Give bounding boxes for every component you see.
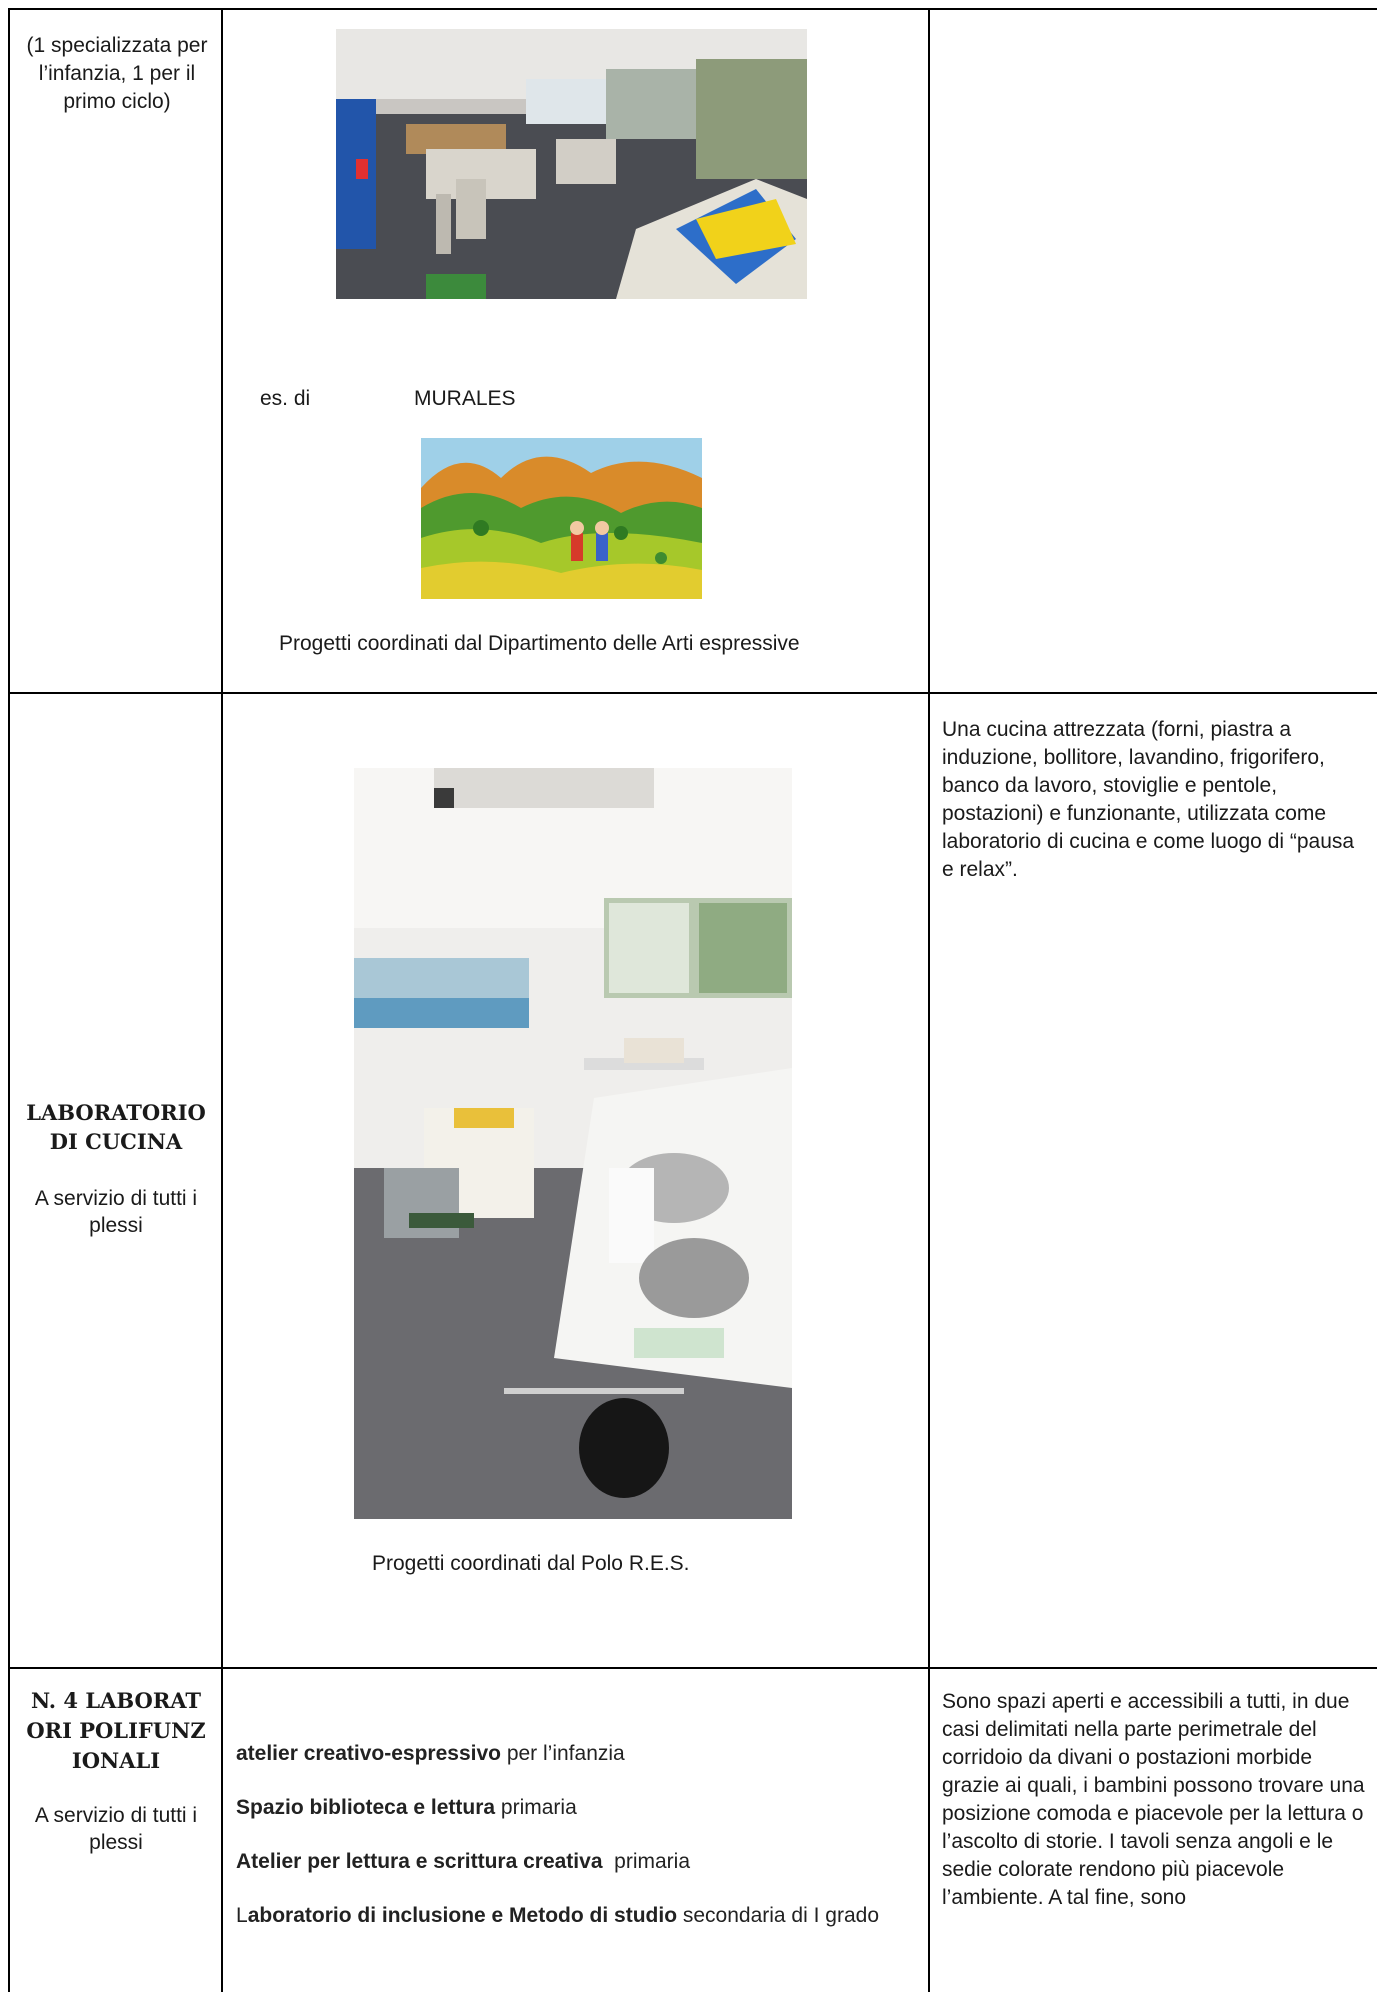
kitchen-description: Una cucina attrezzata (forni, piastra a induzione, bollitore, lavandino, frigorifero, banco da lavoro, stoviglie e pentole, postazioni) e funzionante, utilizzata come laboratorio di cucina e come luogo di “pausa e relax”.	[942, 718, 1355, 881]
list-item: atelier creativo-espressivo per l’infanzia	[236, 1742, 625, 1765]
specialization-note: (1 specializzata per l’infanzia, 1 per il primo ciclo)	[26, 34, 208, 113]
murales-label: MURALES	[414, 387, 516, 410]
table-row-divider-2	[8, 1667, 1377, 1669]
multifunction-labs-title: N. 4 LABORATORI POLIFUNZIONALI	[26, 1688, 206, 1773]
table-border-left	[8, 8, 10, 1992]
murales-photo	[421, 438, 702, 599]
list-item: Laboratorio di inclusione e Metodo di studio secondaria di I grado	[236, 1904, 879, 1927]
murales-prefix: es. di	[260, 387, 311, 410]
arts-department-caption: Progetti coordinati dal Dipartimento delle Arti espressive	[279, 632, 800, 655]
table-border-col1	[221, 8, 223, 1992]
classroom-photo	[336, 29, 807, 299]
table-border-col2	[928, 8, 930, 1992]
kitchen-lab-title: LABORATORIO DI CUCINA	[26, 1100, 206, 1154]
table-row-divider-1	[8, 692, 1377, 694]
table-border-top	[8, 8, 1377, 10]
kitchen-lab-subtitle: A servizio di tutti i plessi	[34, 1187, 198, 1237]
kitchen-photo	[354, 768, 792, 1519]
multifunction-description: Sono spazi aperti e accessibili a tutti, in due casi delimitati nella parte perimetrale del corridoio da divani o postazioni morbide grazie ai quali, i bambini possono trovare una posizione comoda e piacevole per la lettura o l’ascolto di storie. I tavoli senza angoli e le sedie colorate rendono più piacevole l’ambiente. A tal fine, sono	[942, 1690, 1365, 1909]
multifunction-labs-subtitle: A servizio di tutti i plessi	[34, 1804, 198, 1854]
list-item: Spazio biblioteca e lettura primaria	[236, 1796, 577, 1819]
polo-res-caption: Progetti coordinati dal Polo R.E.S.	[372, 1552, 690, 1575]
list-item: Atelier per lettura e scrittura creativa primaria	[236, 1850, 691, 1873]
